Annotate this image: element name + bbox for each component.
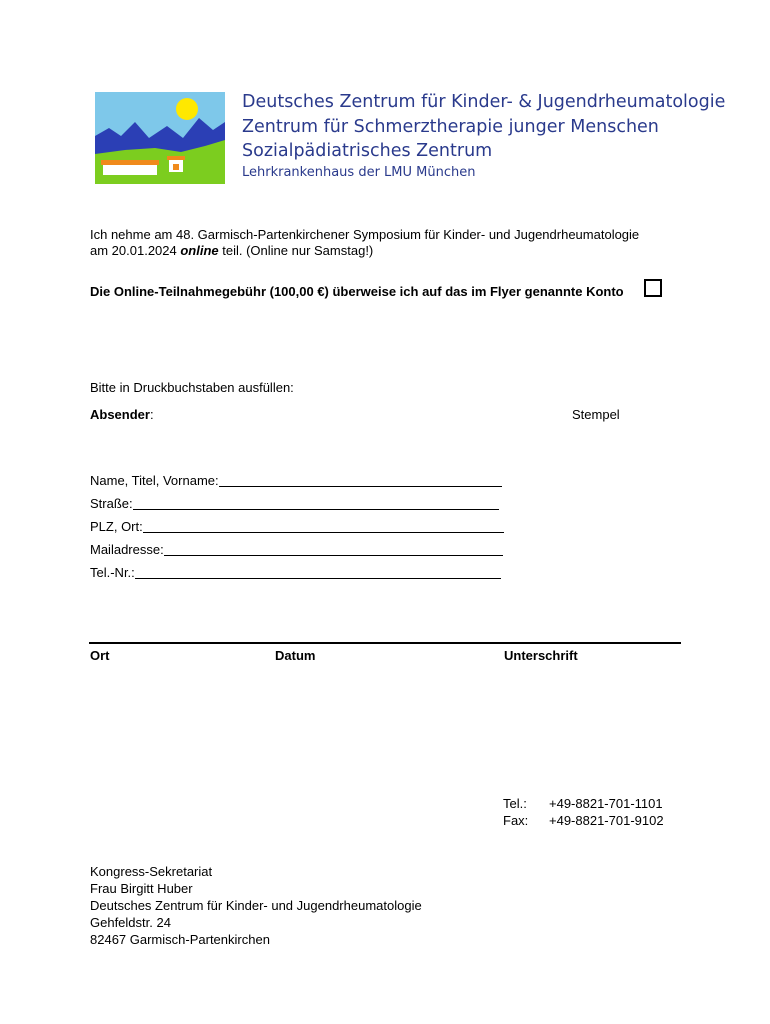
zip-city-field: [90, 519, 504, 535]
address-line-1: Kongress-Sekretariat: [90, 864, 213, 879]
zip-city-field-label: PLZ, Ort:: [90, 519, 143, 534]
postal-address: [90, 864, 422, 949]
fill-instruction: Bitte in Druckbuchstaben ausfüllen:: [90, 380, 294, 395]
date-label: Datum: [275, 648, 316, 663]
sender-colon: :: [149, 407, 154, 422]
email-field-label: Mailadresse:: [90, 542, 164, 557]
address-line-4: Gehfeldstr. 24: [90, 915, 171, 930]
phone-field-line[interactable]: [135, 566, 501, 579]
header-title-line-1: Deutsches Zentrum für Kinder- & Jugendrheumatologie: [242, 92, 726, 112]
fax-label: Fax:: [503, 813, 529, 828]
participation-text-start: Ich nehme am 48. Garmisch-Partenkirchener Symposium für Kinder- und Jugendrheumatologie am 20.01.2024: [90, 227, 640, 258]
name-field-label: Name, Titel, Vorname:: [90, 473, 219, 488]
address-line-2: Frau Birgitt Huber: [90, 881, 193, 896]
header-title-line-3: Sozialpädiatrisches Zentrum: [242, 141, 493, 161]
participation-text-end: teil. (Online nur Samstag!): [218, 243, 374, 258]
name-field-line[interactable]: [219, 474, 502, 487]
address-line-3: Deutsches Zentrum für Kinder- und Jugendrheumatologie: [90, 898, 422, 913]
participation-emphasis: online: [180, 243, 219, 258]
email-field: [90, 542, 503, 558]
phone-field: [90, 565, 501, 581]
zip-city-field-line[interactable]: [143, 520, 504, 533]
signature-label: Unterschrift: [504, 648, 578, 663]
fee-statement: Die Online-Teilnahmegebühr (100,00 €) überweise ich auf das im Flyer genannte Konto: [90, 284, 624, 299]
address-line-5: 82467 Garmisch-Partenkirchen: [90, 932, 270, 947]
street-field: [90, 496, 499, 512]
participation-statement: [90, 227, 650, 259]
signature-line[interactable]: [89, 642, 681, 644]
tel-label: Tel.:: [503, 796, 527, 811]
header-subtitle: Lehrkrankenhaus der LMU München: [242, 165, 476, 180]
contact-block: [503, 796, 664, 830]
phone-field-label: Tel.-Nr.:: [90, 565, 135, 580]
tel-value: +49-8821-701-1101: [549, 796, 663, 811]
name-field: [90, 473, 502, 489]
street-field-line[interactable]: [133, 497, 499, 510]
header-title-line-2: Zentrum für Schmerztherapie junger Menschen: [242, 117, 659, 137]
fee-checkbox[interactable]: [644, 279, 662, 297]
mountain-sun-landscape-logo-icon: [95, 92, 225, 184]
street-field-label: Straße:: [90, 496, 133, 511]
fax-value: +49-8821-701-9102: [549, 813, 664, 828]
stamp-label: Stempel: [572, 407, 620, 422]
email-field-line[interactable]: [164, 543, 503, 556]
sender-label: Absender: [90, 407, 150, 422]
sender-heading: [90, 407, 154, 423]
place-label: Ort: [90, 648, 110, 663]
